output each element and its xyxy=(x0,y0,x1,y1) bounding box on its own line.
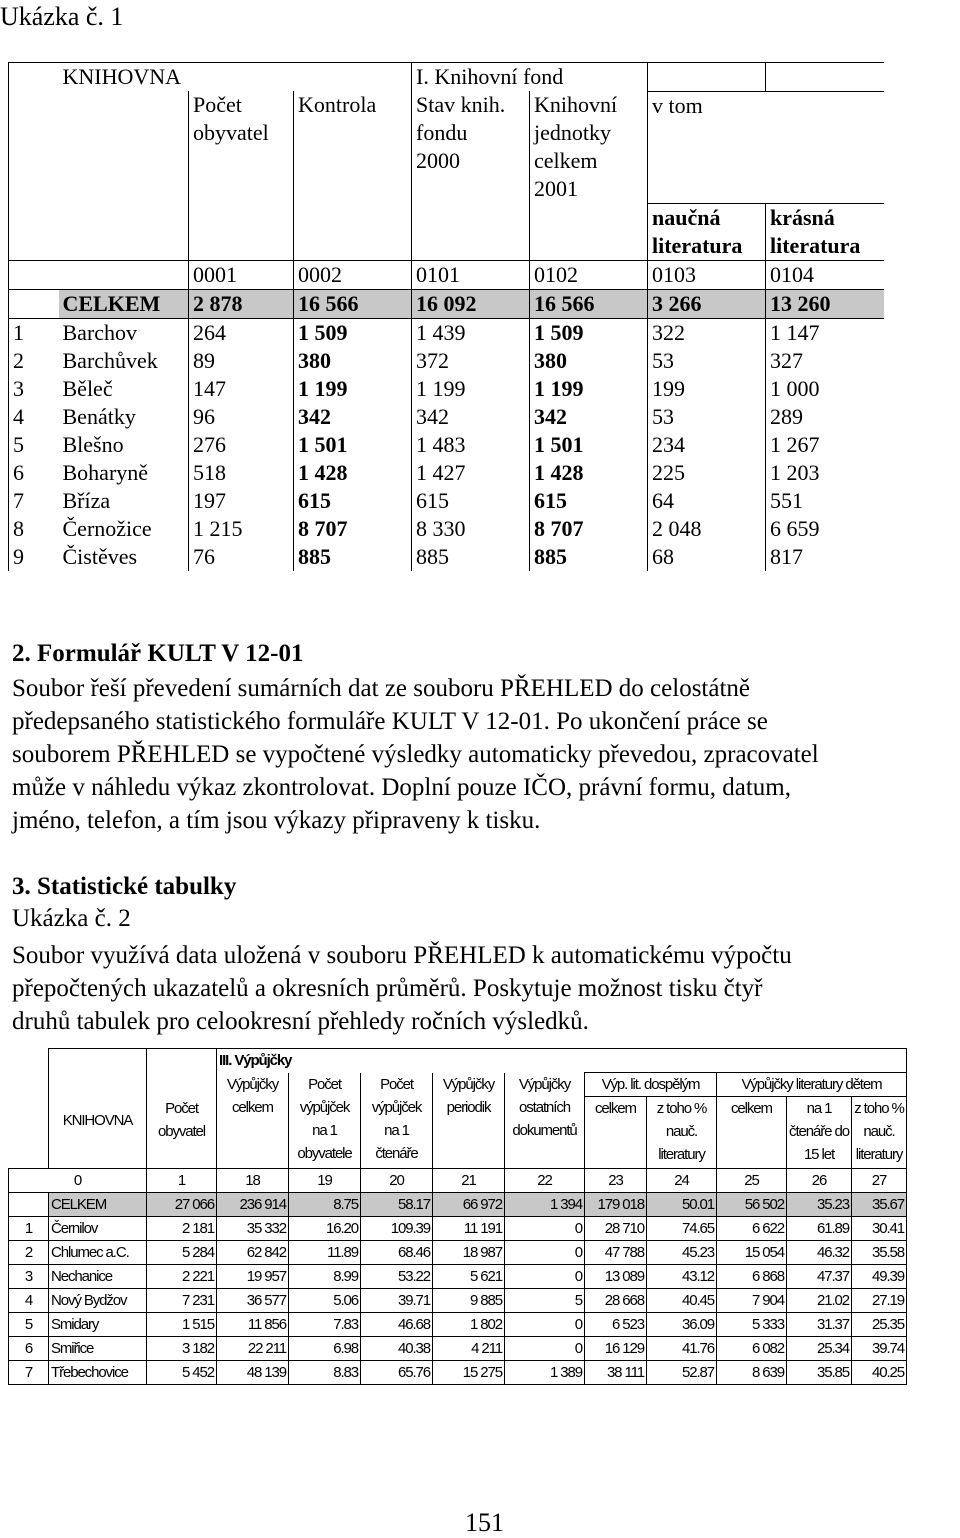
t2-detem: Výpůjčky literatury dětem xyxy=(717,1073,907,1097)
t2-vypujcky-obyvatele: Počet výpůjček na 1 obyvatele xyxy=(289,1073,361,1169)
table-row: 5 Smidary 1 515 11 856 7.83 46.68 1 802 0 6 523 36.09 5 333 31.37 25.35 xyxy=(9,1312,907,1336)
t2-ostatnich: Výpůjčky ostatních dokumentů xyxy=(505,1073,585,1169)
code-cell: 0102 xyxy=(530,260,648,289)
table-row: 5 Blešno 276 1 501 1 483 1 501 234 1 267 xyxy=(9,431,884,459)
code-cell: 0 xyxy=(9,1168,147,1192)
code-cell: 25 xyxy=(717,1168,787,1192)
t2-vypujcky-ctenare: Počet výpůjček na 1 čtenáře xyxy=(361,1073,433,1169)
code-cell: 18 xyxy=(217,1168,289,1192)
code-cell: 21 xyxy=(433,1168,505,1192)
header-v-tom: v tom xyxy=(648,91,884,203)
table-row: 4 Benátky 96 342 342 342 53 289 xyxy=(9,403,884,431)
section-2-paragraph: Soubor řeší převedení sumárních dat ze souboru PŘEHLED do celostátně předepsaného statistického formuláře KULT V 12-01. Po ukončení práce se souborem PŘEHLED se vypočtené výsledky automaticky převedou, zpracovatel může v náhledu výkaz zkontrolovat. Doplní pouze IČO, právní formu, datum, jméno, telefon, a tím jsou výkazy připraveny k tisku. xyxy=(12,675,819,834)
t2-periodik: Výpůjčky periodik xyxy=(433,1073,505,1169)
section-3-paragraph: Soubor využívá data uložená v souboru PŘEHLED k automatickému výpočtu přepočtených ukazatelů a okresních průměrů. Poskytuje možnost tisku čtyř druhů tabulek pro celookresní přehledy ročních výsledků. xyxy=(12,942,792,1035)
section-3-title: 3. Statistické tabulky xyxy=(12,873,237,900)
table-row: 2 Barchůvek 89 380 372 380 53 327 xyxy=(9,347,884,375)
table-row: 2 Chlumec a.C. 5 284 62 842 11.89 68.46 18 987 0 47 788 45.23 15 054 46.32 35.58 xyxy=(9,1240,907,1264)
loans-table xyxy=(8,1048,907,1385)
t2-vypujcky-celkem: Výpůjčky celkem xyxy=(217,1073,289,1169)
table-row: 8 Černožice 1 215 8 707 8 330 8 707 2 048 6 659 xyxy=(9,515,884,543)
table-row: 9 Čistěves 76 885 885 885 68 817 xyxy=(9,543,884,571)
code-cell: 24 xyxy=(647,1168,717,1192)
header-krasna: krásná literatura xyxy=(766,203,884,260)
code-cell: 0002 xyxy=(294,260,412,289)
table-row: 3 Nechanice 2 221 19 957 8.99 53.22 5 621 0 13 089 43.12 6 868 47.37 49.39 xyxy=(9,1264,907,1288)
header-jednotky: Knihovní jednotky celkem 2001 xyxy=(530,91,648,203)
header-knihovna: KNIHOVNA xyxy=(59,63,412,92)
t2-z-toho-a: z toho % nauč. literatury xyxy=(647,1097,717,1169)
header-kontrola: Kontrola xyxy=(294,91,412,203)
code-cell: 0001 xyxy=(189,260,294,289)
table-row: 6 Boharyně 518 1 428 1 427 1 428 225 1 203 xyxy=(9,459,884,487)
code-cell: 22 xyxy=(505,1168,585,1192)
t2-pocet-obyvatel: Počet obyvatel xyxy=(147,1073,217,1169)
t2-section: III. Výpůjčky xyxy=(217,1049,907,1073)
header-section: I. Knihovní fond xyxy=(412,63,648,92)
section-3-subtitle: Ukázka č. 2 xyxy=(12,905,131,932)
t2-knihovna: KNIHOVNA xyxy=(49,1073,147,1169)
code-cell: 1 xyxy=(147,1168,217,1192)
library-fund-table xyxy=(8,62,884,571)
t2-na1-ctenare: na 1 čtenáře do 15 let xyxy=(787,1097,852,1169)
page-number: 151 xyxy=(465,1508,504,1537)
header-naucna: naučná literatura xyxy=(648,203,766,260)
table-row: 7 Třebechovice 5 452 48 139 8.83 65.76 15 275 1 389 38 111 52.87 8 639 35.85 40.25 xyxy=(9,1360,907,1384)
t2-z-toho-b: z toho % nauč. literatury xyxy=(852,1097,907,1169)
table-total-row: CELKEM 2 878 16 566 16 092 16 566 3 266 13 260 xyxy=(9,289,884,318)
table-row: 6 Smiřice 3 182 22 211 6.98 40.38 4 211 0 16 129 41.76 6 082 25.34 39.74 xyxy=(9,1336,907,1360)
table-row: 4 Nový Bydžov 7 231 36 577 5.06 39.71 9 885 5 28 668 40.45 7 904 21.02 27.19 xyxy=(9,1288,907,1312)
section-2-title: 2. Formulář KULT V 12-01 xyxy=(12,640,304,667)
code-cell: 19 xyxy=(289,1168,361,1192)
t2-dospelym: Výp. lit. dospělým xyxy=(585,1073,717,1097)
table-row: 7 Bříza 197 615 615 615 64 551 xyxy=(9,487,884,515)
code-cell: 23 xyxy=(585,1168,647,1192)
table-row: 1 Barchov 264 1 509 1 439 1 509 322 1 147 xyxy=(9,318,884,347)
header-stav: Stav knih. fondu 2000 xyxy=(412,91,530,203)
table-total-row: CELKEM 27 066 236 914 8.75 58.17 66 972 1 394 179 018 50.01 56 502 35.23 35.67 xyxy=(9,1192,907,1216)
t2-celkem-b: celkem xyxy=(717,1097,787,1169)
code-cell: 20 xyxy=(361,1168,433,1192)
code-cell: 0104 xyxy=(766,260,884,289)
code-cell: 0101 xyxy=(412,260,530,289)
table-row: 3 Běleč 147 1 199 1 199 1 199 199 1 000 xyxy=(9,375,884,403)
code-cell: 26 xyxy=(787,1168,852,1192)
code-cell: 0103 xyxy=(648,260,766,289)
table-row: 1 Černilov 2 181 35 332 16.20 109.39 11 191 0 28 710 74.65 6 622 61.89 30.41 xyxy=(9,1216,907,1240)
t2-celkem-a: celkem xyxy=(585,1097,647,1169)
header-pocet-obyvatel: Počet obyvatel xyxy=(189,91,294,203)
top-heading: Ukázka č. 1 xyxy=(0,2,124,31)
code-cell: 27 xyxy=(852,1168,907,1192)
